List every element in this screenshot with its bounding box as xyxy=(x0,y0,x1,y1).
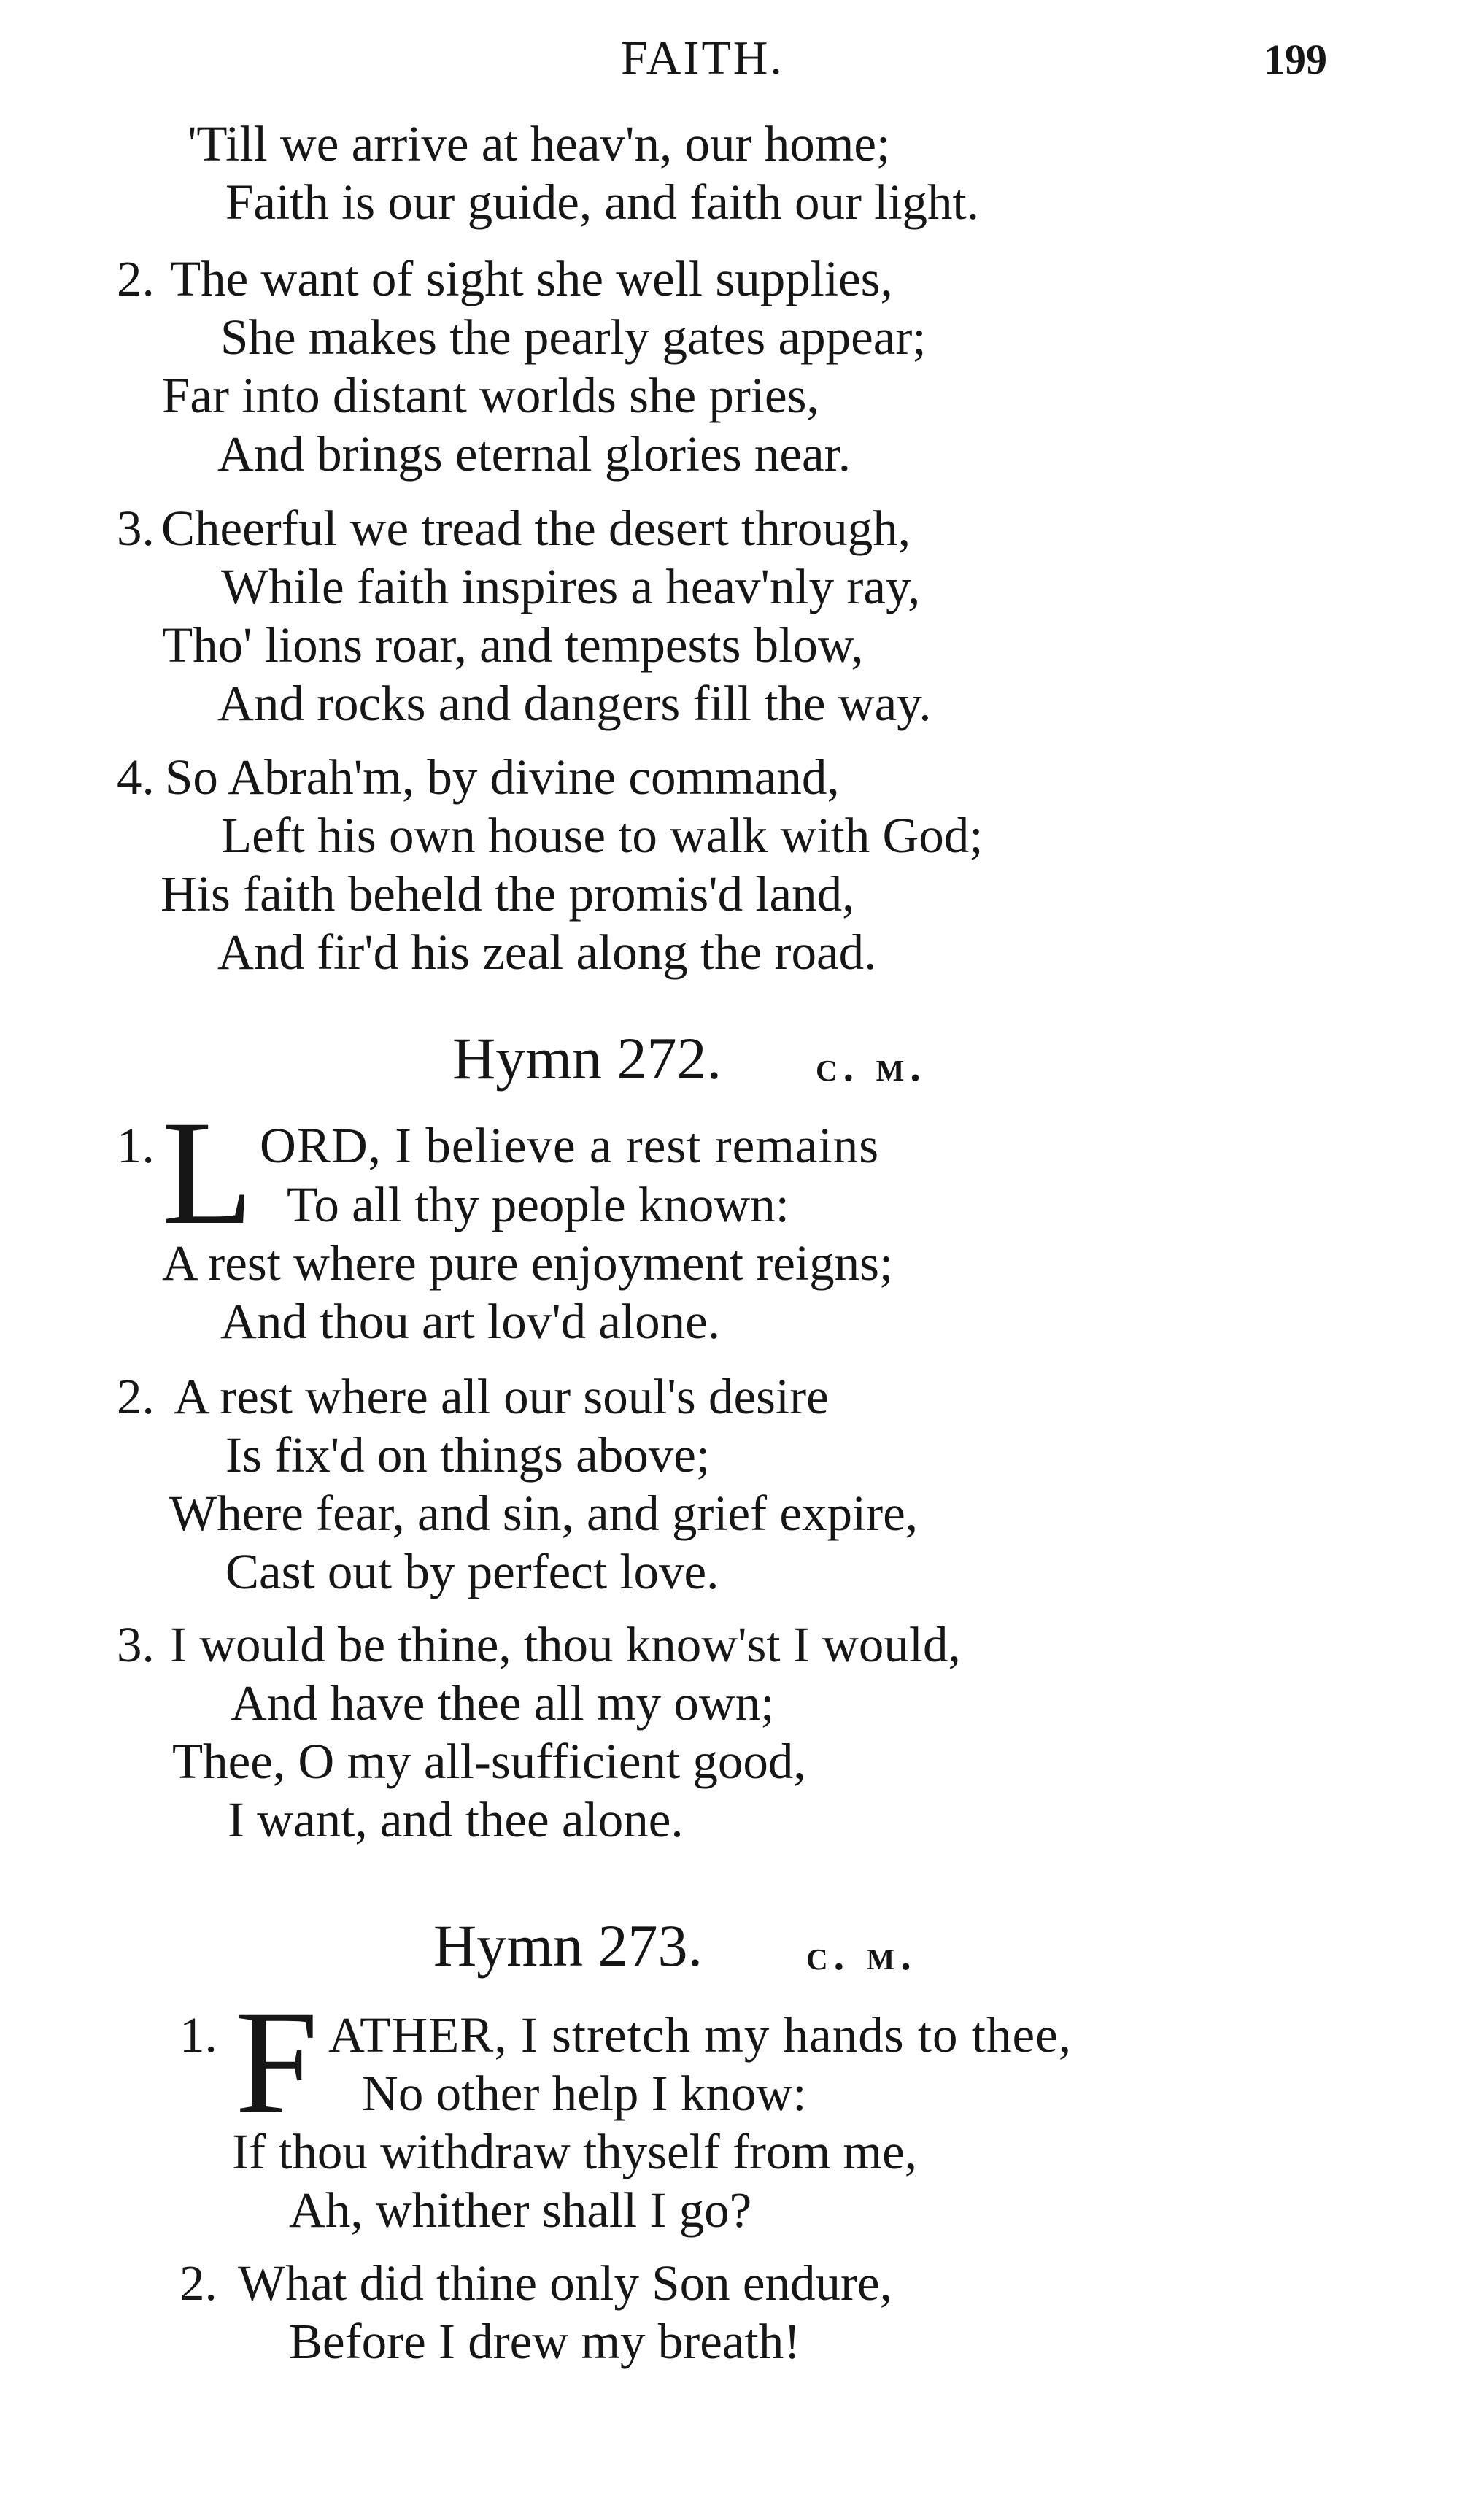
page-number: 199 xyxy=(1264,36,1327,83)
hymn-line: Is fix'd on things above; xyxy=(225,1427,711,1483)
hymn-line: Tho' lions roar, and tempests blow, xyxy=(162,617,864,673)
verse-number: 1. xyxy=(117,1118,155,1173)
hymn-line: And brings eternal glories near. xyxy=(217,426,851,482)
hymn-line: Left his own house to walk with God; xyxy=(221,808,983,863)
hymn-line: And rocks and dangers fill the way. xyxy=(217,676,932,731)
hymn-line: While faith inspires a heav'nly ray, xyxy=(221,559,921,614)
verse-number: 1. xyxy=(179,2007,217,2063)
hymn-line: Thee, O my all-sufficient good, xyxy=(172,1734,806,1789)
hymn-meter: c. m. xyxy=(816,1043,927,1090)
hymn-line: I want, and thee alone. xyxy=(228,1792,684,1847)
hymn-title: Hymn 273. xyxy=(433,1912,703,1979)
hymn-title: Hymn 272. xyxy=(452,1025,722,1092)
drop-cap: F xyxy=(235,1979,319,2145)
hymn-line: And have thee all my own; xyxy=(231,1675,775,1731)
verse-number: 4. xyxy=(117,749,155,805)
verse-number: 2. xyxy=(117,251,155,306)
drop-cap: L xyxy=(162,1090,254,1256)
hymn-line: Ah, whither shall I go? xyxy=(289,2182,752,2238)
hymn-line: Cheerful we tread the desert through, xyxy=(161,501,911,556)
hymn-line: Far into distant worlds she pries, xyxy=(162,368,819,423)
hymn-line: If thou withdraw thyself from me, xyxy=(232,2124,917,2179)
hymn-line: She makes the pearly gates appear; xyxy=(220,309,927,365)
hymn-line: And fir'd his zeal along the road. xyxy=(217,924,877,980)
verse-number: 3. xyxy=(117,1617,155,1672)
hymn-line: ORD, I believe a rest remains xyxy=(260,1118,880,1173)
hymn-line: So Abrah'm, by divine command, xyxy=(165,749,840,805)
hymn-line: To all thy people known: xyxy=(287,1177,789,1232)
hymn-line: And thou art lov'd alone. xyxy=(220,1294,721,1349)
verse-number: 3. xyxy=(117,501,155,556)
hymn-line: Faith is our guide, and faith our light. xyxy=(225,174,979,230)
hymn-line: The want of sight she well supplies, xyxy=(170,251,893,306)
hymn-line: ATHER, I stretch my hands to thee, xyxy=(328,2007,1072,2063)
hymn-line: Before I drew my breath! xyxy=(289,2314,801,2369)
hymn-line: 'Till we arrive at heav'n, our home; xyxy=(188,116,891,171)
verse-number: 2. xyxy=(117,1369,155,1424)
hymn-line: What did thine only Son endure, xyxy=(238,2255,892,2311)
verse-number: 2. xyxy=(179,2255,217,2311)
hymn-line: A rest where all our soul's desire xyxy=(174,1369,829,1424)
hymn-line: His faith beheld the promis'd land, xyxy=(161,866,855,922)
hymn-line: Cast out by perfect love. xyxy=(225,1544,719,1599)
hymn-line: A rest where pure enjoyment reigns; xyxy=(162,1235,894,1291)
running-title: FAITH. xyxy=(621,31,784,85)
hymn-line: I would be thine, thou know'st I would, xyxy=(170,1617,961,1672)
hymn-line: No other help I know: xyxy=(362,2066,807,2121)
hymn-meter: c. m. xyxy=(806,1931,917,1979)
hymn-line: Where fear, and sin, and grief expire, xyxy=(169,1486,918,1541)
